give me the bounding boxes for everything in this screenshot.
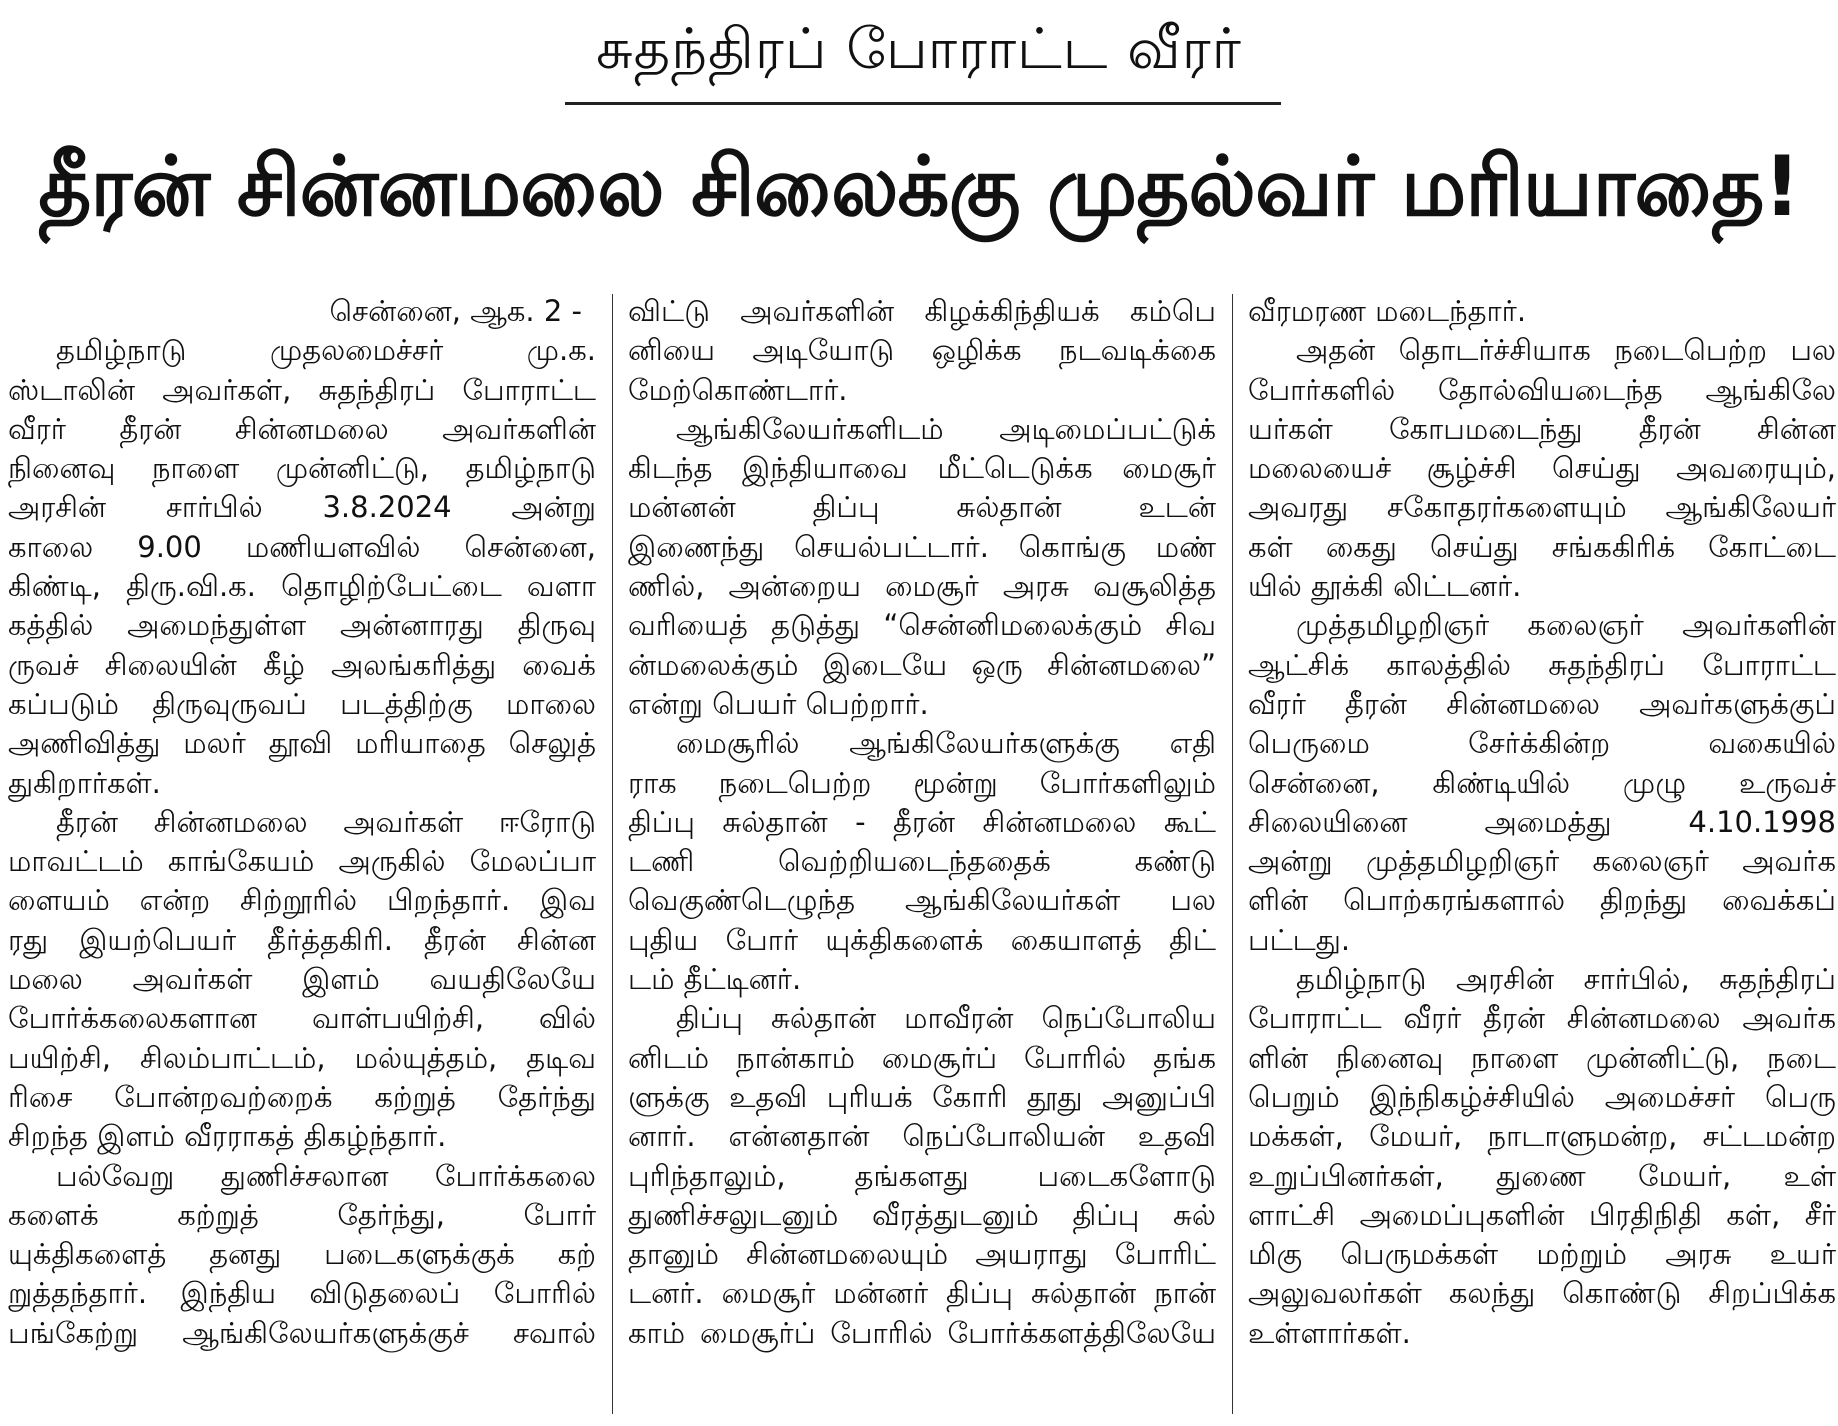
article-text-line: அணிவித்து மலர் தூவி மரியாதை செலுத்	[8, 726, 596, 761]
article-text-line: மலை அவர்கள் இளம் வயதிலேயே	[8, 962, 596, 997]
article-text-line: திப்பு சுல்தான் மாவீரன் நெப்போலிய	[676, 1001, 1216, 1036]
article-text-line: களைக் கற்றுத் தேர்ந்து, போர்	[8, 1197, 596, 1232]
article-text-line: ரிசை போன்றவற்றைக் கற்றுத் தேர்ந்து	[8, 1079, 596, 1114]
kicker-subheading: சுதந்திரப் போராட்ட வீரர்	[596, 17, 1242, 82]
article-text-line: டம் தீட்டினர்.	[628, 962, 802, 997]
article-text-line: அவரது சகோதரர்களையும் ஆங்கிலேயர்	[1248, 490, 1836, 525]
article-column-1	[8, 292, 596, 1418]
article-text-line: துணிச்சலுடனும் வீரத்துடனும் திப்பு சுல்	[628, 1197, 1216, 1232]
article-text-line: பெருமை சேர்க்கின்ற வகையில்	[1248, 726, 1836, 761]
article-text-line: னார். என்னதான் நெப்போலியன் உதவி	[628, 1119, 1216, 1154]
article-text-line: சிலையினை அமைத்து 4.10.1998	[1248, 804, 1836, 839]
article-text-line: இணைந்து செயல்பட்டார். கொங்கு மண்	[628, 529, 1216, 564]
article-text-line: ணில், அன்றைய மைசூர் அரசு வசூலித்த	[628, 569, 1216, 604]
article-text-line: கத்தில் அமைந்துள்ள அன்னாரது திருவு	[8, 608, 596, 643]
article-text-line: அதன் தொடர்ச்சியாக நடைபெற்ற பல	[1296, 333, 1836, 368]
article-text-line: பல்வேறு துணிச்சலான போர்க்கலை	[56, 1158, 596, 1193]
article-text-line: யர்கள் கோபமடைந்து தீரன் சின்ன	[1248, 411, 1836, 446]
article-text-line: கள் கைது செய்து சங்ககிரிக் கோட்டை	[1248, 529, 1836, 564]
headline: தீரன் சின்னமலை சிலைக்கு முதல்வர் மரியாதை!	[38, 138, 1800, 235]
article-text-line: காம் மைசூர்ப் போரில் போர்க்களத்திலேயே	[628, 1315, 1216, 1350]
article-column-3	[1248, 292, 1836, 1418]
article-text-line: தானும் சின்னமலையும் அயராது போரிட்	[628, 1237, 1216, 1272]
article-text-line: திப்பு சுல்தான் - தீரன் சின்னமலை கூட்	[628, 804, 1216, 839]
article-text-line: பங்கேற்று ஆங்கிலேயர்களுக்குச் சவால்	[8, 1315, 596, 1350]
article-text-line: ளையம் என்ற சிற்றூரில் பிறந்தார். இவ	[8, 883, 596, 918]
article-text-line: முத்தமிழறிஞர் கலைஞர் அவர்களின்	[1296, 608, 1836, 643]
article-text-line: வெகுண்டெழுந்த ஆங்கிலேயர்கள் பல	[628, 883, 1216, 918]
article-text-line: தீரன் சின்னமலை அவர்கள் ஈரோடு	[56, 804, 596, 839]
article-text-line: அன்று முத்தமிழறிஞர் கலைஞர் அவர்க	[1248, 844, 1836, 879]
article-text-line: கிண்டி, திரு.வி.க. தொழிற்பேட்டை வளா	[8, 569, 596, 604]
article-text-line: ளின் பொற்கரங்களால் திறந்து வைக்கப்	[1248, 883, 1836, 918]
article-text-line: புதிய போர் யுக்திகளைக் கையாளத் திட்	[628, 922, 1216, 957]
article-text-line: னிடம் நான்காம் மைசூர்ப் போரில் தங்க	[628, 1040, 1216, 1075]
article-text-line: ளாட்சி அமைப்புகளின் பிரதிநிதி கள், சீர்	[1248, 1197, 1836, 1232]
article-text-line: பெறும் இந்நிகழ்ச்சியில் அமைச்சர் பெரு	[1248, 1079, 1836, 1114]
kicker-underline	[565, 102, 1281, 105]
article-text-line: உள்ளார்கள்.	[1248, 1315, 1411, 1350]
article-text-line: போர்களில் தோல்வியடைந்த ஆங்கிலே	[1248, 372, 1836, 407]
article-text-line: மாவட்டம் காங்கேயம் அருகில் மேலப்பா	[8, 844, 596, 879]
article-text-line: சிறந்த இளம் வீரராகத் திகழ்ந்தார்.	[8, 1119, 447, 1154]
article-text-line: காலை 9.00 மணியளவில் சென்னை,	[8, 529, 596, 564]
column-divider	[612, 294, 613, 1414]
article-text-line: கிடந்த இந்தியாவை மீட்டெடுக்க மைசூர்	[628, 451, 1216, 486]
article-text-line: ஸ்டாலின் அவர்கள், சுதந்திரப் போராட்ட	[8, 372, 596, 407]
article-text-line: னியை அடியோடு ஒழிக்க நடவடிக்கை	[628, 333, 1216, 368]
article-text-line: மேற்கொண்டார்.	[628, 372, 848, 407]
article-text-line: மன்னன் திப்பு சுல்தான் உடன்	[628, 490, 1216, 525]
article-text-line: ராக நடைபெற்ற மூன்று போர்களிலும்	[628, 765, 1216, 800]
article-text-line: வீரமரண மடைந்தார்.	[1248, 294, 1527, 328]
article-text-line: யில் தூக்கி லிட்டனர்.	[1248, 569, 1522, 604]
article-text-line: கப்படும் திருவுருவப் படத்திற்கு மாலை	[8, 686, 596, 721]
article-column-2	[628, 292, 1216, 1418]
article-text-line: மக்கள், மேயர், நாடாளுமன்ற, சட்டமன்ற	[1248, 1119, 1836, 1154]
article-text-line: புரிந்தாலும், தங்களது படைகளோடு	[628, 1158, 1216, 1193]
article-text-line: றுத்தந்தார். இந்திய விடுதலைப் போரில்	[8, 1276, 596, 1311]
article-text-line: யுக்திகளைத் தனது படைகளுக்குக் கற்	[8, 1237, 596, 1272]
article-text-line: அரசின் சார்பில் 3.8.2024 அன்று	[8, 490, 596, 525]
article-text-line: மலையைச் சூழ்ச்சி செய்து அவரையும்,	[1248, 451, 1836, 486]
article-text-line: விட்டு அவர்களின் கிழக்கிந்தியக் கம்பெ	[628, 294, 1216, 328]
article-text-line: வீரர் தீரன் சின்னமலை அவர்களின்	[8, 411, 596, 446]
article-text-line: ஆங்கிலேயர்களிடம் அடிமைப்பட்டுக்	[676, 411, 1216, 446]
article-text-line: ளுக்கு உதவி புரியக் கோரி தூது அனுப்பி	[628, 1079, 1216, 1114]
article-text-line: போர்க்கலைகளான வாள்பயிற்சி, வில்	[8, 1001, 596, 1036]
article-text-line: மிகு பெருமக்கள் மற்றும் அரசு உயர்	[1248, 1237, 1836, 1272]
article-text-line: ருவச் சிலையின் கீழ் அலங்கரித்து வைக்	[8, 647, 596, 682]
article-text-line: ளின் நினைவு நாளை முன்னிட்டு, நடை	[1248, 1040, 1836, 1075]
article-text-line: வரியைத் தடுத்து “சென்னிமலைக்கும் சிவ	[628, 608, 1216, 643]
article-text-line: ரது இயற்பெயர் தீர்த்தகிரி. தீரன் சின்ன	[8, 922, 596, 957]
article-text-line: தமிழ்நாடு அரசின் சார்பில், சுதந்திரப்	[1296, 962, 1836, 997]
article-text-line: உறுப்பினர்கள், துணை மேயர், உள்	[1248, 1158, 1836, 1193]
article-text-line: ன்மலைக்கும் இடையே ஒரு சின்னமலை”	[628, 647, 1216, 682]
article-text-line: டனர். மைசூர் மன்னர் திப்பு சுல்தான் நான்	[628, 1276, 1216, 1311]
column-divider	[1232, 294, 1233, 1414]
article-text-line: துகிறார்கள்.	[8, 765, 161, 800]
article-text-line: வீரர் தீரன் சின்னமலை அவர்களுக்குப்	[1248, 686, 1836, 721]
article-text-line: சென்னை, கிண்டியில் முழு உருவச்	[1248, 765, 1836, 800]
article-text-line: நினைவு நாளை முன்னிட்டு, தமிழ்நாடு	[8, 451, 596, 486]
article-text-line: பயிற்சி, சிலம்பாட்டம், மல்யுத்தம், தடிவ	[8, 1040, 596, 1075]
article-text-line: மைசூரில் ஆங்கிலேயர்களுக்கு எதி	[676, 726, 1216, 761]
article-text-line: என்று பெயர் பெற்றார்.	[628, 686, 929, 721]
article-text-line: ஆட்சிக் காலத்தில் சுதந்திரப் போராட்ட	[1248, 647, 1836, 682]
article-text-line: பட்டது.	[1248, 922, 1351, 957]
dateline: சென்னை, ஆக. 2 -	[329, 294, 582, 328]
article-text-line: போராட்ட வீரர் தீரன் சின்னமலை அவர்க	[1248, 1001, 1836, 1036]
article-text-line: தமிழ்நாடு முதலமைச்சர் மு.க.	[56, 333, 596, 368]
article-text-line: அலுவலர்கள் கலந்து கொண்டு சிறப்பிக்க	[1248, 1276, 1836, 1311]
article-text-line: டணி வெற்றியடைந்ததைக் கண்டு	[628, 844, 1216, 879]
